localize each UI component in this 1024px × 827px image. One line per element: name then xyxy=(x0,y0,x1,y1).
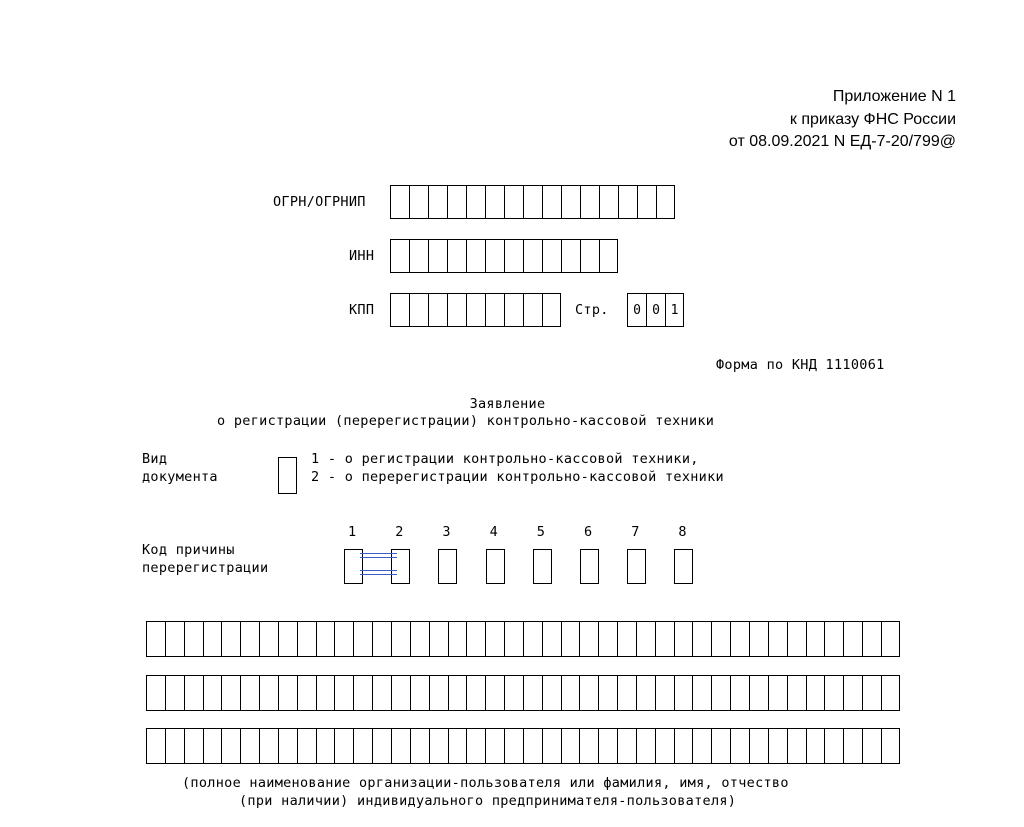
reason-number: 6 xyxy=(584,524,593,540)
input-cell[interactable] xyxy=(485,185,504,219)
reason-code-box[interactable] xyxy=(627,549,646,584)
input-cell[interactable] xyxy=(617,621,636,657)
input-cell[interactable] xyxy=(259,728,278,764)
input-cell[interactable] xyxy=(618,185,637,219)
input-cell[interactable] xyxy=(428,293,447,327)
input-cell[interactable] xyxy=(259,675,278,711)
input-cell[interactable] xyxy=(146,728,165,764)
selection-marker-line xyxy=(360,553,397,554)
input-cell[interactable] xyxy=(184,675,203,711)
page-digit-cell: 1 xyxy=(665,293,684,327)
page-number-field xyxy=(627,293,684,327)
input-cell[interactable] xyxy=(448,728,467,764)
input-cell[interactable] xyxy=(787,621,806,657)
name-field-row-3[interactable] xyxy=(146,728,900,764)
input-cell[interactable] xyxy=(428,239,447,273)
input-cell[interactable] xyxy=(447,293,466,327)
input-cell[interactable] xyxy=(617,728,636,764)
input-cell[interactable] xyxy=(692,621,711,657)
input-cell[interactable] xyxy=(542,675,561,711)
input-cell[interactable] xyxy=(409,185,428,219)
doc-type-option-1: 1 - о регистрации контрольно-кассовой техники, xyxy=(311,451,699,467)
input-cell[interactable] xyxy=(862,728,881,764)
ogrn-label: ОГРН/ОГРНИП xyxy=(273,194,366,210)
form-code: Форма по КНД 1110061 xyxy=(716,357,885,373)
input-cell[interactable] xyxy=(655,621,674,657)
input-cell[interactable] xyxy=(278,675,297,711)
input-cell[interactable] xyxy=(504,675,523,711)
input-cell[interactable] xyxy=(674,621,693,657)
input-cell[interactable] xyxy=(711,728,730,764)
input-cell[interactable] xyxy=(843,621,862,657)
input-cell[interactable] xyxy=(617,675,636,711)
input-cell[interactable] xyxy=(787,675,806,711)
selection-marker-line xyxy=(360,557,397,558)
name-field-row-2[interactable] xyxy=(146,675,900,711)
document-title: Заявление xyxy=(469,396,546,412)
input-cell[interactable] xyxy=(165,621,184,657)
input-cell[interactable] xyxy=(674,675,693,711)
inn-field[interactable] xyxy=(390,239,618,273)
doc-type-option-2: 2 - о перерегистрации контрольно-кассовой техники xyxy=(311,469,724,485)
input-cell[interactable] xyxy=(598,728,617,764)
input-cell[interactable] xyxy=(316,675,335,711)
input-cell[interactable] xyxy=(165,675,184,711)
input-cell[interactable] xyxy=(580,185,599,219)
reason-code-box[interactable] xyxy=(391,549,410,584)
input-cell[interactable] xyxy=(466,675,485,711)
input-cell[interactable] xyxy=(542,185,561,219)
input-cell[interactable] xyxy=(221,675,240,711)
reason-code-box[interactable] xyxy=(674,549,693,584)
input-cell[interactable] xyxy=(203,621,222,657)
input-cell[interactable] xyxy=(410,675,429,711)
input-cell[interactable] xyxy=(240,675,259,711)
input-cell[interactable] xyxy=(146,621,165,657)
input-cell[interactable] xyxy=(485,675,504,711)
input-cell[interactable] xyxy=(579,675,598,711)
input-cell[interactable] xyxy=(749,621,768,657)
input-cell[interactable] xyxy=(410,728,429,764)
name-caption-line-1: (полное наименование организации-пользователя или фамилия, имя, отчество xyxy=(182,775,789,791)
input-cell[interactable] xyxy=(824,675,843,711)
input-cell[interactable] xyxy=(466,239,485,273)
input-cell[interactable] xyxy=(353,728,372,764)
input-cell[interactable] xyxy=(749,675,768,711)
input-cell[interactable] xyxy=(390,293,409,327)
reason-number: 4 xyxy=(489,524,499,540)
input-cell[interactable] xyxy=(504,728,523,764)
header-line-1: Приложение N 1 xyxy=(832,88,956,105)
input-cell[interactable] xyxy=(448,621,467,657)
input-cell[interactable] xyxy=(768,728,787,764)
name-caption-line-2: (при наличии) индивидуального предпринимателя-пользователя) xyxy=(239,793,737,809)
input-cell[interactable] xyxy=(429,675,448,711)
document-header xyxy=(729,86,956,154)
input-cell[interactable] xyxy=(409,293,428,327)
input-cell[interactable] xyxy=(862,675,881,711)
input-cell[interactable] xyxy=(504,185,523,219)
input-cell[interactable] xyxy=(221,621,240,657)
input-cell[interactable] xyxy=(523,185,542,219)
input-cell[interactable] xyxy=(768,621,787,657)
input-cell[interactable] xyxy=(485,293,504,327)
input-cell[interactable] xyxy=(749,728,768,764)
input-cell[interactable] xyxy=(579,728,598,764)
input-cell[interactable] xyxy=(711,675,730,711)
input-cell[interactable] xyxy=(504,621,523,657)
input-cell[interactable] xyxy=(184,728,203,764)
input-cell[interactable] xyxy=(316,621,335,657)
reason-number: 2 xyxy=(395,524,404,540)
input-cell[interactable] xyxy=(447,185,466,219)
input-cell[interactable] xyxy=(334,675,353,711)
page-digit-cell: 0 xyxy=(627,293,646,327)
input-cell[interactable] xyxy=(353,621,372,657)
kpp-field[interactable] xyxy=(390,293,561,327)
input-cell[interactable] xyxy=(561,185,580,219)
inn-label: ИНН xyxy=(349,248,375,264)
input-cell[interactable] xyxy=(372,621,391,657)
input-cell[interactable] xyxy=(881,728,900,764)
input-cell[interactable] xyxy=(655,675,674,711)
input-cell[interactable] xyxy=(579,621,598,657)
reason-code-box[interactable] xyxy=(533,549,552,584)
input-cell[interactable] xyxy=(636,621,655,657)
input-cell[interactable] xyxy=(391,621,410,657)
input-cell[interactable] xyxy=(806,621,825,657)
input-cell[interactable] xyxy=(466,728,485,764)
reason-number: 8 xyxy=(678,524,687,540)
reason-code-box[interactable] xyxy=(580,549,599,584)
input-cell[interactable] xyxy=(334,621,353,657)
header-line-2: к приказу ФНС России xyxy=(789,110,956,128)
page-label: Стр. xyxy=(575,302,609,318)
input-cell[interactable] xyxy=(523,728,542,764)
input-cell[interactable] xyxy=(523,293,542,327)
reason-label-2: перерегистрации xyxy=(142,560,269,576)
input-cell[interactable] xyxy=(730,728,749,764)
kpp-label: КПП xyxy=(349,302,375,318)
selection-marker-line xyxy=(360,574,397,575)
input-cell[interactable] xyxy=(466,621,485,657)
input-cell[interactable] xyxy=(353,675,372,711)
input-cell[interactable] xyxy=(278,621,297,657)
input-cell[interactable] xyxy=(485,728,504,764)
input-cell[interactable] xyxy=(824,621,843,657)
input-cell[interactable] xyxy=(523,675,542,711)
input-cell[interactable] xyxy=(409,239,428,273)
selection-marker-line xyxy=(360,570,397,571)
input-cell[interactable] xyxy=(542,239,561,273)
input-cell[interactable] xyxy=(598,621,617,657)
input-cell[interactable] xyxy=(655,728,674,764)
input-cell[interactable] xyxy=(599,185,618,219)
reason-number: 1 xyxy=(348,524,357,540)
input-cell[interactable] xyxy=(636,675,655,711)
input-cell[interactable] xyxy=(165,728,184,764)
reason-number: 7 xyxy=(631,524,640,540)
input-cell[interactable] xyxy=(730,621,749,657)
input-cell[interactable] xyxy=(390,239,409,273)
input-cell[interactable] xyxy=(881,675,900,711)
input-cell[interactable] xyxy=(843,675,862,711)
doc-type-label-1: Вид xyxy=(142,451,168,467)
input-cell[interactable] xyxy=(806,675,825,711)
input-cell[interactable] xyxy=(637,185,656,219)
input-cell[interactable] xyxy=(862,621,881,657)
ogrn-field[interactable] xyxy=(390,185,675,219)
document-subtitle: о регистрации (перерегистрации) контрольно-кассовой техники xyxy=(217,413,715,429)
input-cell[interactable] xyxy=(692,675,711,711)
reason-code-box[interactable] xyxy=(438,549,457,584)
input-cell[interactable] xyxy=(203,728,222,764)
input-cell[interactable] xyxy=(580,239,599,273)
reason-code-box[interactable] xyxy=(344,549,363,584)
input-cell[interactable] xyxy=(429,728,448,764)
input-cell[interactable] xyxy=(730,675,749,711)
input-cell[interactable] xyxy=(278,728,297,764)
input-cell[interactable] xyxy=(316,728,335,764)
input-cell[interactable] xyxy=(428,185,447,219)
input-cell[interactable] xyxy=(561,675,580,711)
input-cell[interactable] xyxy=(391,728,410,764)
input-cell[interactable] xyxy=(297,675,316,711)
input-cell[interactable] xyxy=(674,728,693,764)
input-cell[interactable] xyxy=(485,239,504,273)
input-cell[interactable] xyxy=(523,239,542,273)
input-cell[interactable] xyxy=(259,621,278,657)
input-cell[interactable] xyxy=(504,293,523,327)
input-cell[interactable] xyxy=(334,728,353,764)
doc-type-label-2: документа xyxy=(142,469,218,485)
input-cell[interactable] xyxy=(429,621,448,657)
header-line-3: от 08.09.2021 N ЕД-7-20/799@ xyxy=(728,133,956,150)
name-field-row-1[interactable] xyxy=(146,621,900,657)
input-cell[interactable] xyxy=(542,621,561,657)
input-cell[interactable] xyxy=(542,728,561,764)
input-cell[interactable] xyxy=(598,675,617,711)
input-cell[interactable] xyxy=(542,293,561,327)
input-cell[interactable] xyxy=(390,185,409,219)
input-cell[interactable] xyxy=(561,621,580,657)
input-cell[interactable] xyxy=(203,675,222,711)
doc-type-box[interactable] xyxy=(278,457,297,494)
reason-label-1: Код причины xyxy=(142,542,235,558)
input-cell[interactable] xyxy=(824,728,843,764)
input-cell[interactable] xyxy=(843,728,862,764)
input-cell[interactable] xyxy=(881,621,900,657)
input-cell[interactable] xyxy=(297,728,316,764)
reason-number: 3 xyxy=(442,524,451,540)
input-cell[interactable] xyxy=(410,621,429,657)
input-cell[interactable] xyxy=(523,621,542,657)
input-cell[interactable] xyxy=(146,675,165,711)
input-cell[interactable] xyxy=(692,728,711,764)
input-cell[interactable] xyxy=(561,239,580,273)
page-digit-cell: 0 xyxy=(646,293,665,327)
reason-number: 5 xyxy=(536,524,546,540)
input-cell[interactable] xyxy=(466,293,485,327)
input-cell[interactable] xyxy=(372,675,391,711)
input-cell[interactable] xyxy=(184,621,203,657)
input-cell[interactable] xyxy=(656,185,675,219)
input-cell[interactable] xyxy=(504,239,523,273)
input-cell[interactable] xyxy=(768,675,787,711)
input-cell[interactable] xyxy=(448,675,467,711)
input-cell[interactable] xyxy=(240,728,259,764)
input-cell[interactable] xyxy=(787,728,806,764)
reason-code-box[interactable] xyxy=(486,549,505,584)
input-cell[interactable] xyxy=(466,185,485,219)
input-cell[interactable] xyxy=(391,675,410,711)
input-cell[interactable] xyxy=(372,728,391,764)
input-cell[interactable] xyxy=(447,239,466,273)
input-cell[interactable] xyxy=(561,728,580,764)
input-cell[interactable] xyxy=(711,621,730,657)
input-cell[interactable] xyxy=(806,728,825,764)
input-cell[interactable] xyxy=(297,621,316,657)
input-cell[interactable] xyxy=(240,621,259,657)
input-cell[interactable] xyxy=(599,239,618,273)
input-cell[interactable] xyxy=(221,728,240,764)
input-cell[interactable] xyxy=(636,728,655,764)
input-cell[interactable] xyxy=(485,621,504,657)
